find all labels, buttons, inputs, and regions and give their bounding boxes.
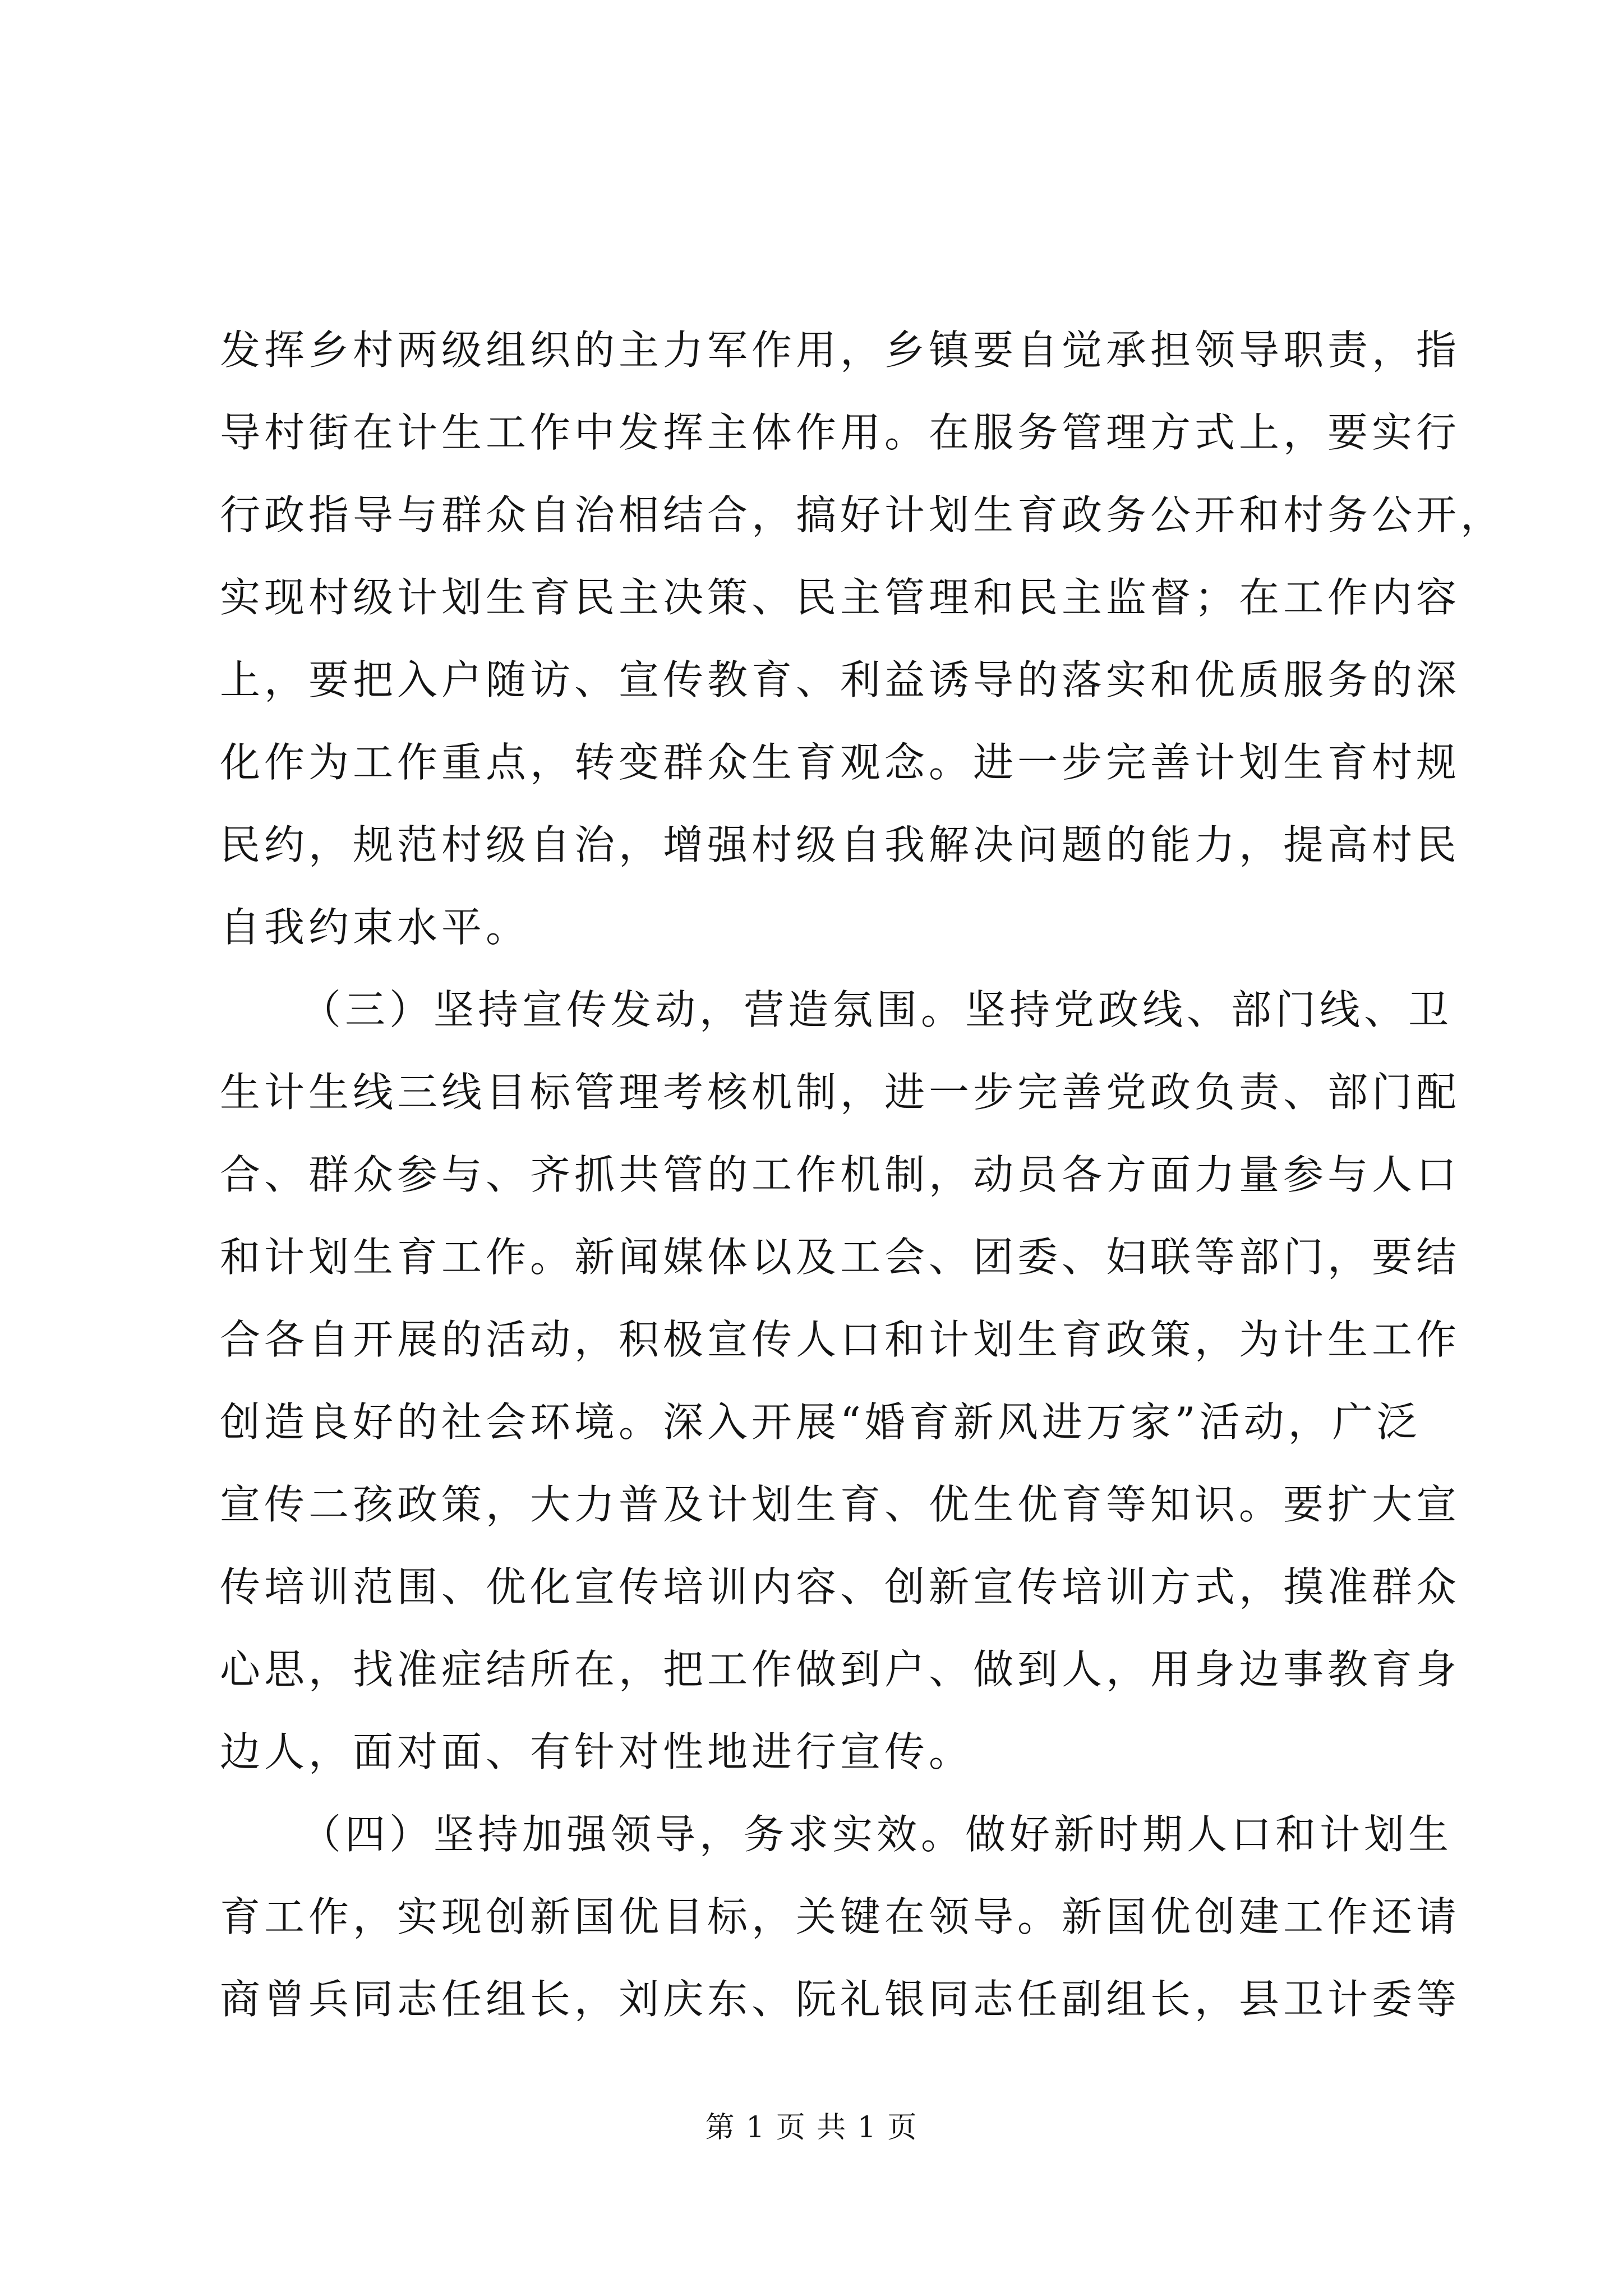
body-text-line: 实现村级计划生育民主决策、民主管理和民主监督；在工作内容 bbox=[220, 574, 1461, 621]
body-text-line: 上，要把入户随访、宣传教育、利益诱导的落实和优质服务的深 bbox=[220, 656, 1461, 703]
body-text-line: 传培训范围、优化宣传培训内容、创新宣传培训方式，摸准群众 bbox=[220, 1563, 1461, 1611]
paragraph-heading-line: （四）坚持加强领导，务求实效。做好新时期人口和计划生 bbox=[301, 1811, 1453, 1858]
body-text-line: 发挥乡村两级组织的主力军作用，乡镇要自觉承担领导职责，指 bbox=[220, 326, 1461, 374]
body-text-line: 导村街在计生工作中发挥主体作用。在服务管理方式上，要实行 bbox=[220, 409, 1461, 456]
body-text-line: 育工作，实现创新国优目标，关键在领导。新国优创建工作还请 bbox=[220, 1893, 1461, 1940]
body-text-line: 合各自开展的活动，积极宣传人口和计划生育政策，为计生工作 bbox=[220, 1316, 1461, 1363]
body-text-line: 民约，规范村级自治，增强村级自我解决问题的能力，提高村民 bbox=[220, 821, 1461, 868]
body-text-line: 合、群众参与、齐抓共管的工作机制，动员各方面力量参与人口 bbox=[220, 1151, 1461, 1198]
body-text-line: 边人，面对面、有针对性地进行宣传。 bbox=[220, 1728, 974, 1775]
body-text-line: 创造良好的社会环境。深入开展“婚育新风进万家”活动，广泛 bbox=[220, 1398, 1421, 1446]
body-text-line: 心思，找准症结所在，把工作做到户、做到人，用身边事教育身 bbox=[220, 1646, 1461, 1693]
body-text-line: 商曾兵同志任组长，刘庆东、阮礼银同志任副组长，县卫计委等 bbox=[220, 1976, 1461, 2023]
body-text-line: 生计生线三线目标管理考核机制，进一步完善党政负责、部门配 bbox=[220, 1069, 1461, 1116]
body-text-line: 行政指导与群众自治相结合，搞好计划生育政务公开和村务公开， bbox=[220, 491, 1505, 539]
body-text-line: 宣传二孩政策，大力普及计划生育、优生优育等知识。要扩大宣 bbox=[220, 1481, 1461, 1528]
body-text-line: 化作为工作重点，转变群众生育观念。进一步完善计划生育村规 bbox=[220, 739, 1461, 786]
body-text-line: 和计划生育工作。新闻媒体以及工会、团委、妇联等部门，要结 bbox=[220, 1234, 1461, 1281]
paragraph-heading-line: （三）坚持宣传发动，营造氛围。坚持党政线、部门线、卫 bbox=[301, 986, 1453, 1033]
page-number-footer: 第 1 页 共 1 页 bbox=[705, 2111, 918, 2145]
body-text-line: 自我约束水平。 bbox=[220, 904, 531, 951]
